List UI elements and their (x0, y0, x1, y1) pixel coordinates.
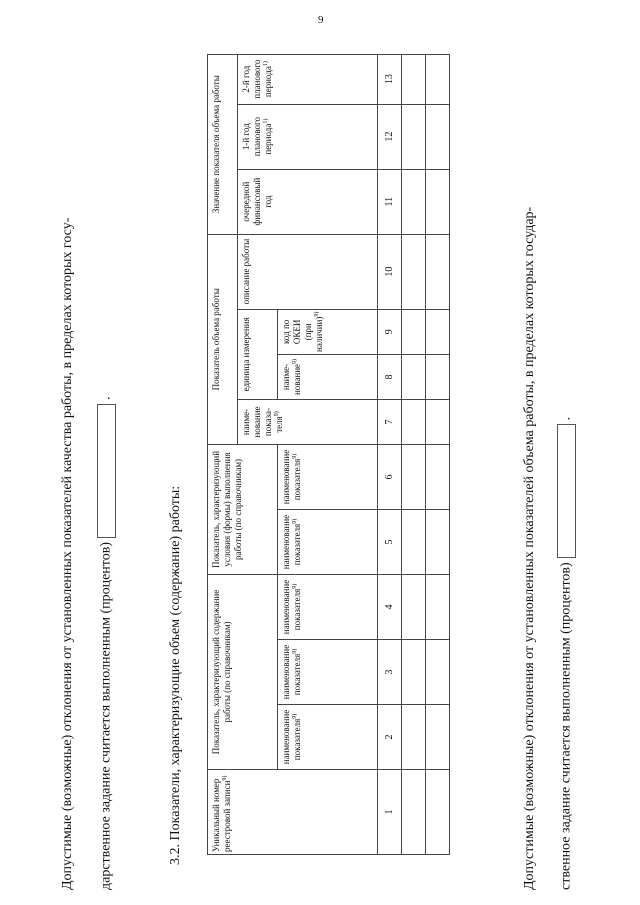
header-okei: код по ОКЕИ (при наличии)$^{9)}$ (278, 309, 378, 354)
table-cell[interactable] (402, 445, 426, 510)
header-work-description: описание работы (238, 234, 378, 309)
table-cell[interactable] (426, 705, 450, 770)
period: . (558, 416, 574, 421)
col-number: 3 (378, 640, 402, 705)
volume-deviation-line1: Допустимые (возможные) отклонения от установленных показателей объема работы, в пределах которых государ- (522, 206, 537, 890)
table-cell[interactable] (402, 234, 426, 309)
table-cell[interactable] (402, 770, 426, 855)
col-number: 2 (378, 705, 402, 770)
table-cell[interactable] (426, 400, 450, 445)
col-number: 9 (378, 309, 402, 354)
col-number: 1 (378, 770, 402, 855)
volume-deviation-line2 (557, 417, 576, 890)
header-content-name-1: наименование показателя$^{9)}$ (278, 705, 378, 770)
period: . (98, 396, 114, 400)
col-number: 8 (378, 355, 402, 400)
table-cell[interactable] (402, 104, 426, 169)
header-registry: Уникальный номер реестровой записи$^{9)}$ (208, 770, 378, 855)
table-cell[interactable] (402, 355, 426, 400)
table-cell[interactable] (402, 400, 426, 445)
header-values: Значение показателя объема работы (208, 54, 238, 234)
header-year2: 2-й год планового периода$^{1)}$ (238, 54, 378, 104)
volume-deviation-input[interactable] (557, 424, 576, 558)
table-cell[interactable] (402, 54, 426, 104)
volume-table (207, 54, 450, 855)
quality-deviation-text: дарственное задание считается выполненным (процентов) (98, 541, 114, 890)
table-cell[interactable] (402, 705, 426, 770)
table-cell[interactable] (426, 54, 450, 104)
header-content-name-3: наименование показателя$^{9)}$ (278, 575, 378, 640)
table-cell[interactable] (426, 234, 450, 309)
table-cell[interactable] (426, 309, 450, 354)
volume-deviation-text: ственное задание считается выполненным (процентов) (558, 562, 574, 890)
table-cell[interactable] (426, 355, 450, 400)
quality-deviation-line2 (97, 396, 116, 890)
table-cell[interactable] (426, 445, 450, 510)
table-cell[interactable] (426, 104, 450, 169)
quality-deviation-input[interactable] (97, 404, 116, 538)
header-volume-indicator-name: наиме-нование показа-теля$^{9)}$ (238, 400, 378, 445)
header-unit-name: наиме-нование$^{9)}$ (278, 355, 378, 400)
table-cell[interactable] (402, 575, 426, 640)
table-cell[interactable] (402, 510, 426, 575)
col-number: 12 (378, 104, 402, 169)
quality-deviation-line1: Допустимые (возможные) отклонения от установленных показателей качества работы, в пределах которых госу- (60, 217, 75, 890)
header-conditions-name-2: наименование показателя$^{9)}$ (278, 445, 378, 510)
col-number: 6 (378, 445, 402, 510)
page-number: 9 (318, 14, 324, 26)
table-cell[interactable] (426, 640, 450, 705)
table-cell[interactable] (426, 169, 450, 234)
header-year1: 1-й год планового периода$^{1)}$ (238, 104, 378, 169)
header-conditions: Показатель, характеризующий условия (формы) выполнения работы (по справочникам) (208, 445, 278, 575)
table-cell[interactable] (402, 169, 426, 234)
table-cell[interactable] (426, 575, 450, 640)
table-cell[interactable] (426, 510, 450, 575)
rotated-content (60, 35, 580, 895)
table-cell[interactable] (402, 640, 426, 705)
col-number: 4 (378, 575, 402, 640)
header-content: Показатель, характеризующий содержание работы (по справочникам) (208, 575, 278, 770)
col-number: 10 (378, 234, 402, 309)
col-number: 5 (378, 510, 402, 575)
header-conditions-name-1: наименование показателя$^{9)}$ (278, 510, 378, 575)
header-current-year: очередной финансовый год (238, 169, 378, 234)
col-number: 11 (378, 169, 402, 234)
header-content-name-2: наименование показателя$^{9)}$ (278, 640, 378, 705)
header-unit: единица измерения (238, 309, 278, 399)
table-cell[interactable] (402, 309, 426, 354)
col-number: 13 (378, 54, 402, 104)
col-number: 7 (378, 400, 402, 445)
table-cell[interactable] (426, 770, 450, 855)
section-title: 3.2. Показатели, характеризующие объем (содержание) работы: (168, 485, 183, 865)
header-volume: Показатель объема работы (208, 234, 238, 444)
